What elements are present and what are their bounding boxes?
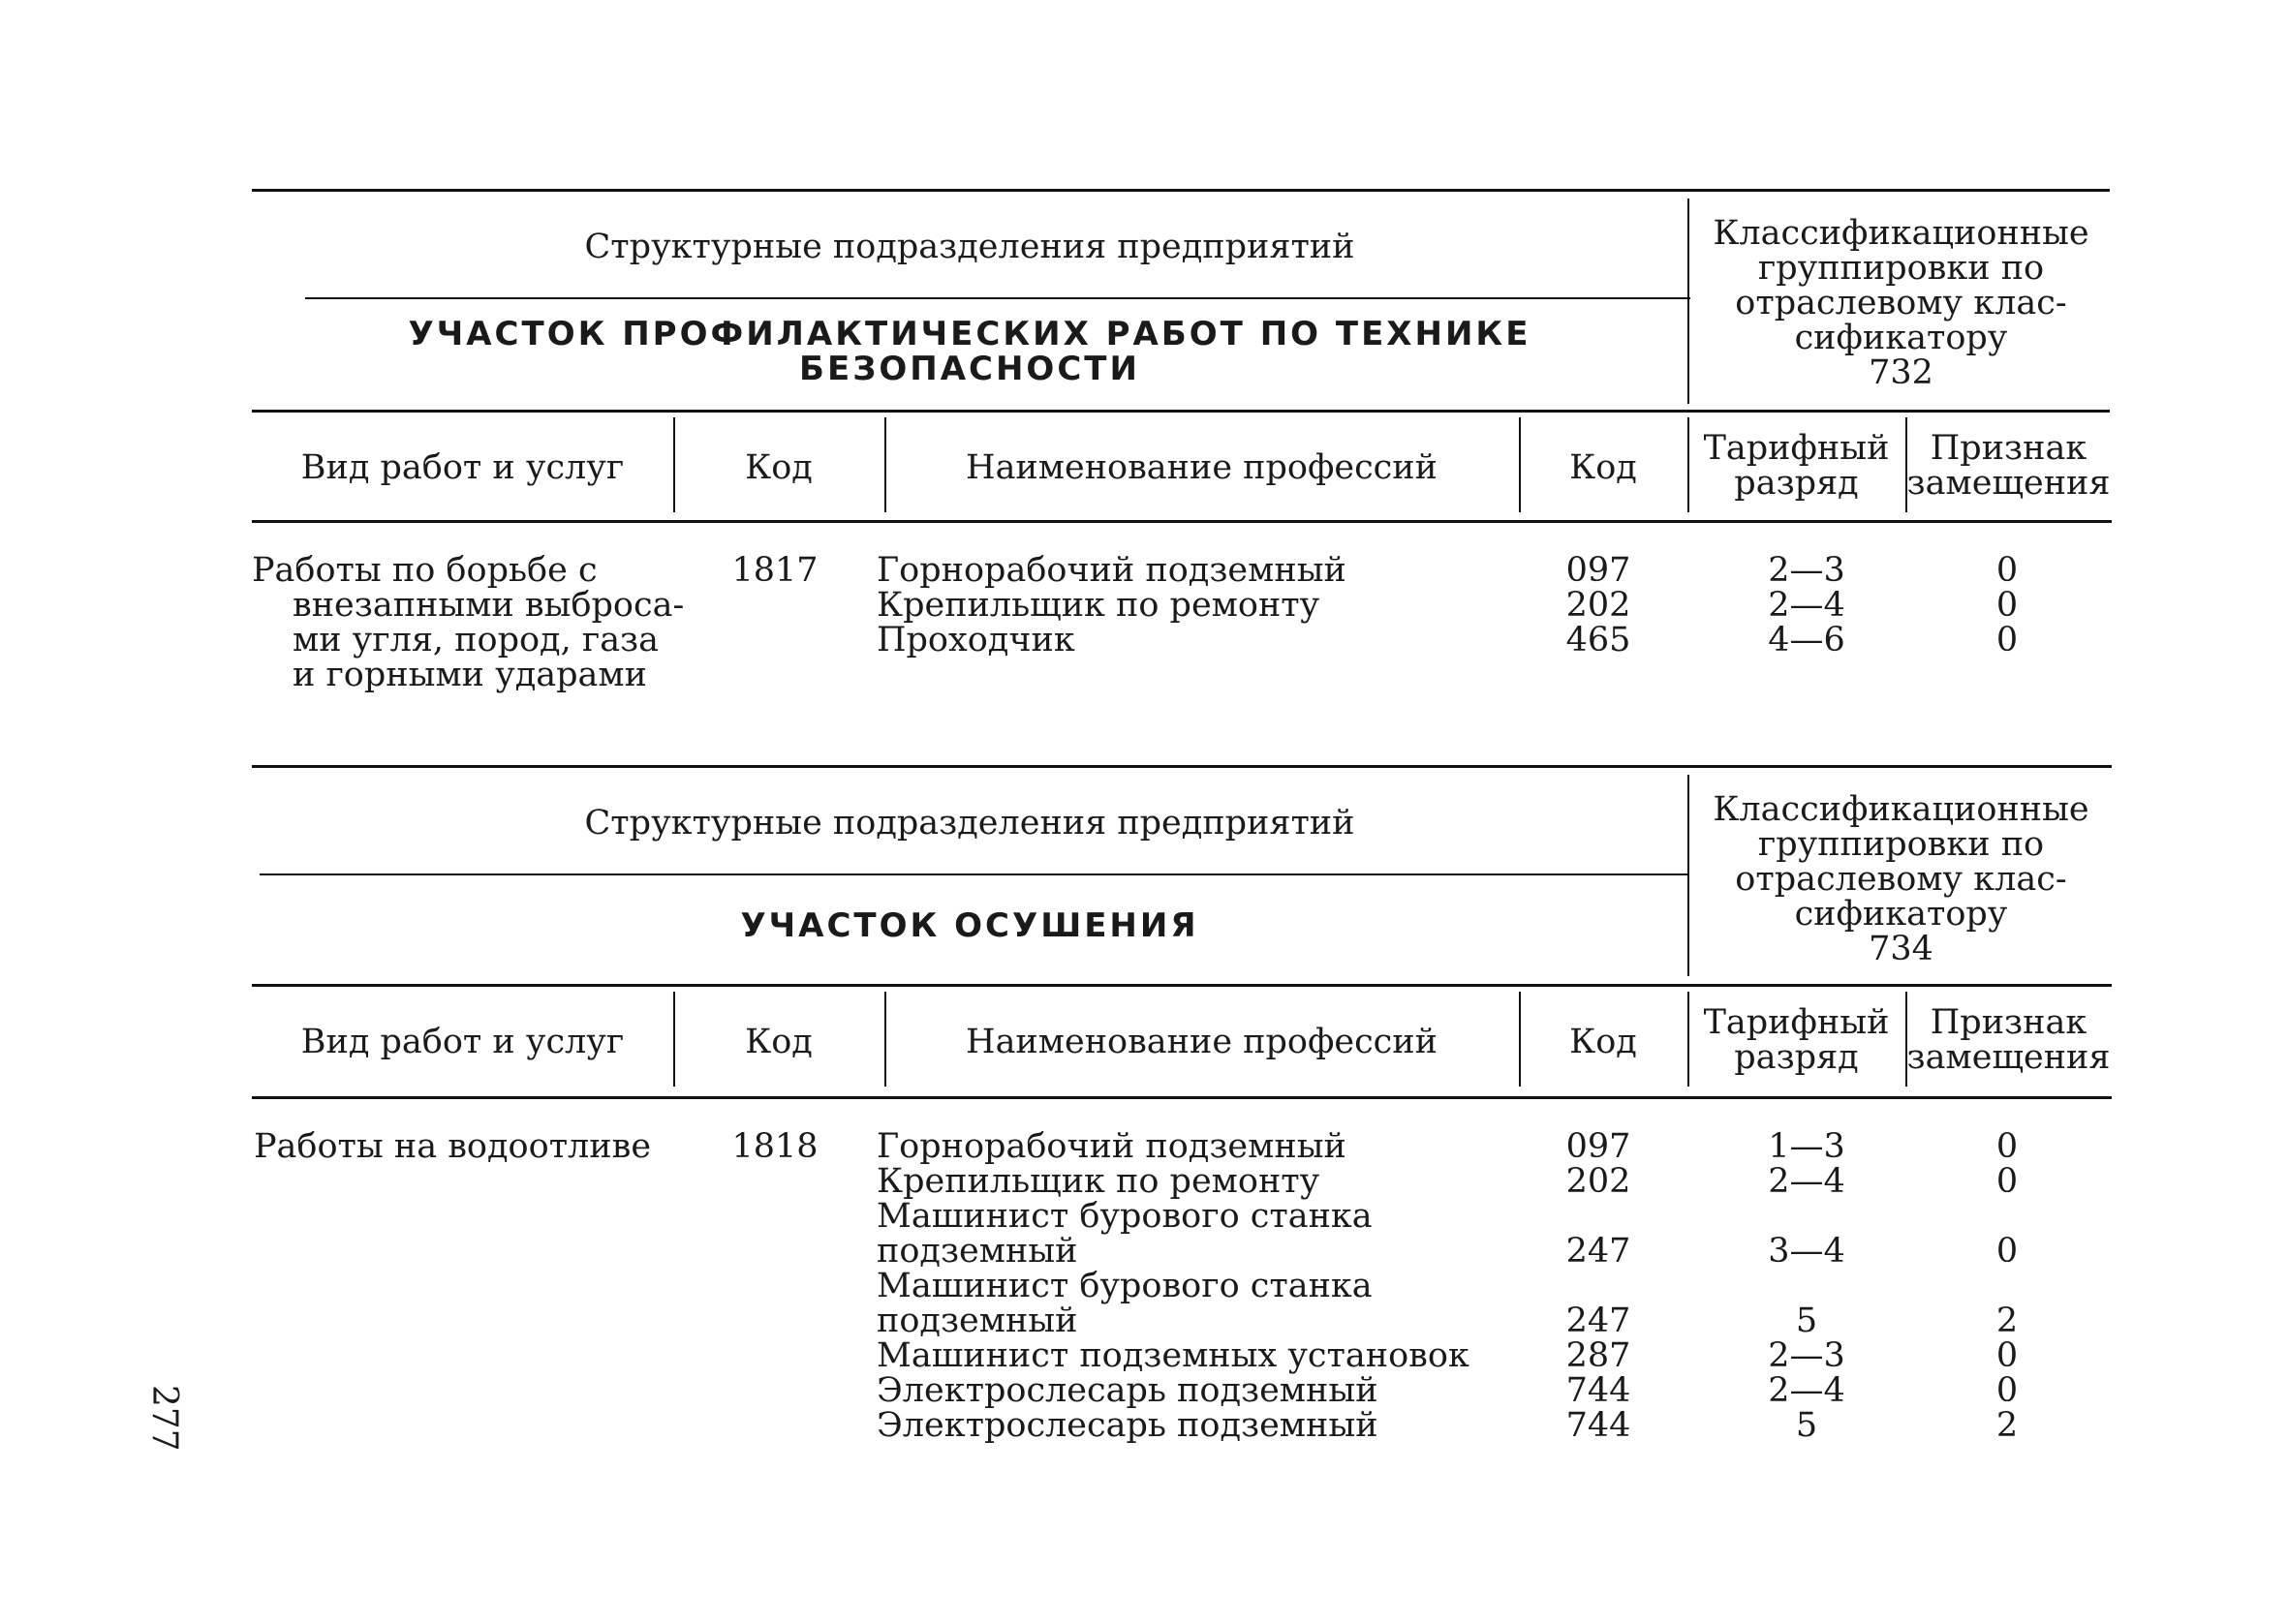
tariff-grade: 2—4 [1768,1371,1845,1410]
tariff-grade: 5 [1795,1302,1818,1340]
profession-code: 744 [1565,1371,1631,1410]
profession-code: 465 [1565,621,1631,659]
profession: Машинист бурового станка [877,1267,1373,1305]
top-rule [252,765,2112,768]
profession-code: 287 [1565,1336,1631,1375]
table-row [252,588,2112,623]
classifier-code: 734 [1869,930,1933,968]
profession-code: 744 [1565,1406,1631,1445]
structural-header: Структурные подразделения предприятий [584,228,1355,266]
substitution-sign: 0 [1995,1371,2019,1410]
classification-line: группировки по [1757,825,2045,864]
tariff-grade: 2—4 [1768,1162,1845,1201]
col-substitution: Признак [1930,429,2087,468]
top-rule [252,189,2110,192]
table-row [252,1199,2112,1234]
col-prof-code: Код [1569,1023,1637,1061]
work-code: 1818 [731,1127,819,1166]
profession-code: 247 [1565,1232,1631,1271]
classification-divider [1687,199,1689,404]
table-row [252,1408,2112,1443]
substitution-sign: 2 [1995,1406,2019,1445]
substitution-sign: 2 [1995,1302,2019,1340]
classification-line: группировки по [1757,249,2045,288]
division-title-cont: БЕЗОПАСНОСТИ [799,350,1140,388]
table-row [252,1129,2112,1164]
substitution-sign: 0 [1995,1232,2019,1271]
col-work-type: Вид работ и услуг [300,1023,625,1061]
profession-code: 202 [1565,1162,1631,1201]
division-title: УЧАСТОК ПРОФИЛАКТИЧЕСКИХ РАБОТ ПО ТЕХНИКЕ [408,315,1531,353]
columns-rule [252,1096,2112,1099]
classification-line: отраслевому клас- [1735,860,2067,899]
profession: Электрослесарь подземный [877,1406,1378,1445]
table-row [252,553,2112,588]
substitution-sign: 0 [1995,1162,2019,1201]
structural-rule [260,873,1688,875]
work-description-cont: ми угля, пород, газа [293,621,660,659]
profession: Горнорабочий подземный [877,1127,1346,1166]
page-number: 277 [144,1385,184,1452]
profession-code: 247 [1565,1302,1631,1340]
col-substitution: Признак [1930,1003,2087,1042]
profession-cont: подземный [877,1302,1078,1340]
table-row [252,1234,2112,1269]
col-work-type: Вид работ и услуг [300,448,625,487]
col-work-code: Код [745,448,813,487]
division-title: УЧАСТОК ОСУШЕНИЯ [740,906,1199,945]
tariff-grade: 2—4 [1768,586,1845,625]
classification-line: Классификационные [1713,214,2089,253]
work-description-cont: и горными ударами [293,656,647,694]
col-substitution-cont: замещения [1906,1038,2111,1077]
structural-header: Структурные подразделения предприятий [584,804,1355,843]
table-row [252,1303,2112,1338]
classification-line: сификатору [1794,319,2008,357]
profession: Крепильщик по ремонту [877,586,1320,625]
profession: Крепильщик по ремонту [877,1162,1320,1201]
col-tariff-cont: разряд [1734,464,1859,503]
classification-line: Классификационные [1713,790,2089,829]
profession: Электрослесарь подземный [877,1371,1378,1410]
profession: Машинист подземных установок [877,1336,1469,1375]
profession-code: 202 [1565,586,1631,625]
substitution-sign: 0 [1995,1336,2019,1375]
classification-line: отраслевому клас- [1735,284,2067,322]
structural-rule [305,297,1690,299]
profession-cont: подземный [877,1232,1078,1271]
table-row [252,1338,2112,1373]
col-prof-code: Код [1569,448,1637,487]
col-profession: Наименование профессий [966,448,1438,487]
col-profession: Наименование профессий [966,1023,1438,1061]
header-rule [252,984,2112,987]
profession-code: 097 [1565,551,1631,590]
profession: Горнорабочий подземный [877,551,1346,590]
profession: Проходчик [877,621,1075,659]
tariff-grade: 1—3 [1768,1127,1845,1166]
work-code: 1817 [731,551,819,590]
header-rule [252,410,2110,413]
work-description-cont: внезапными выброса- [293,586,685,625]
col-substitution-cont: замещения [1906,464,2111,503]
substitution-sign: 0 [1995,1127,2019,1166]
classification-line: сификатору [1794,895,2008,934]
substitution-sign: 0 [1995,551,2019,590]
tariff-grade: 3—4 [1768,1232,1845,1271]
table-row [252,1373,2112,1408]
classifier-code: 732 [1869,353,1933,392]
table-row [252,1269,2112,1303]
tariff-grade: 2—3 [1768,1336,1845,1375]
tariff-grade: 2—3 [1768,551,1845,590]
col-work-code: Код [745,1023,813,1061]
col-tariff-cont: разряд [1734,1038,1859,1077]
profession: Машинист бурового станка [877,1197,1373,1236]
profession-code: 097 [1565,1127,1631,1166]
work-description: Работы по борьбе с [252,551,598,590]
columns-rule [252,520,2112,523]
col-tariff: Тарифный [1703,429,1890,468]
col-tariff: Тарифный [1703,1003,1890,1042]
substitution-sign: 0 [1995,621,2019,659]
classification-divider [1687,775,1689,976]
tariff-grade: 4—6 [1768,621,1845,659]
work-description: Работы на водоотливе [254,1127,652,1166]
substitution-sign: 0 [1995,586,2019,625]
tariff-grade: 5 [1795,1406,1818,1445]
table-row [252,1164,2112,1199]
table-row [252,623,2112,658]
